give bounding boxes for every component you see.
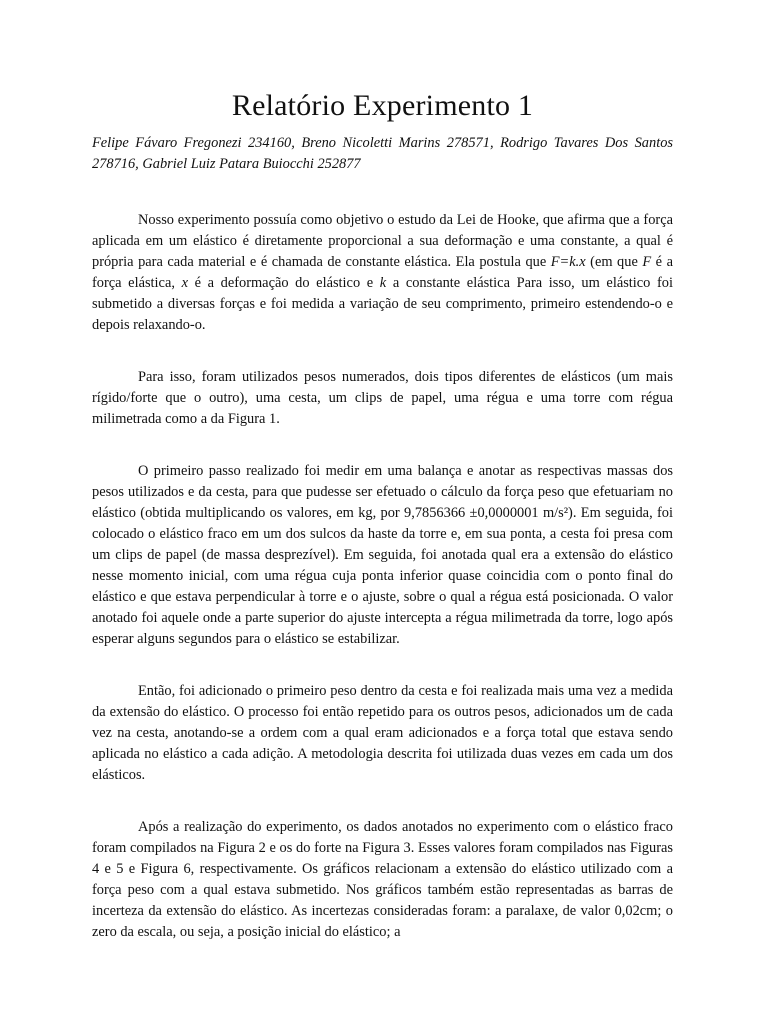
variable-x: x: [181, 275, 188, 291]
paragraph-objective-text-c: é a força elástica,: [92, 254, 673, 291]
paragraph-procedure: O primeiro passo realizado foi medir em uma balança e anotar as respectivas massas dos pesos utilizados e da cesta, para que pudesse ser efetuado o cálculo da força peso que efetuariam no elástico (obtida multiplicando os valores, em kg, por 9,7856366 ±0,0000001 m/s²). Em seguida, foi colocado o elástico fraco em um dos sulcos da haste da torre e, em sua ponta, a cesta foi presa com um clips de papel (de massa desprezível). Em seguida, foi anotada qual era a extensão do elástico nesse momento inicial, com uma régua cuja ponta inferior quase coincidia com o ponto final do elástico e que estava perpendicular à torre e o ajuste, sobre o qual a régua está posicionada. O valor anotado foi aquele onde a parte superior do ajuste intercepta a régua milimetrada da torre, logo após esperar alguns segundos para o elástico se estabilizar.: [92, 463, 673, 647]
paragraph-objective: [92, 210, 673, 336]
paragraph-materials: Para isso, foram utilizados pesos numerados, dois tipos diferentes de elásticos (um mais rígido/forte que o outro), uma cesta, um clips de papel, uma régua e uma torre com régua milimetrada como a da Figura 1.: [92, 369, 673, 427]
paragraph-results: Após a realização do experimento, os dados anotados no experimento com o elástico fraco foram compilados na Figura 2 e os do forte na Figura 3. Esses valores foram compilados nas Figuras 4 e 5 e Figura 6, respectivamente. Os gráficos relacionam a extensão do elástico utilizado com a força peso com a qual estava submetido. Nos gráficos também estão representadas as barras de incerteza da extensão do elástico. As incertezas consideradas foram: a paralaxe, de valor 0,02cm; o zero da escala, ou seja, a posição inicial do elástico; a: [92, 819, 673, 940]
document-title: Relatório Experimento 1: [231, 89, 534, 122]
paragraph-objective-text-b: (em que: [585, 254, 643, 270]
hooke-formula: F=k.x: [550, 254, 586, 270]
document-page: [92, 88, 673, 943]
paragraph-objective-text-a: Nosso experimento possuía como objetivo o estudo da Lei de Hooke, que afirma que a força aplicada em um elástico é diretamente proporcional a sua deformação e uma constante, a qual é própria para cada material e é chamada de constante elástica. Ela postula que: [92, 212, 673, 270]
paragraph-repetition: Então, foi adicionado o primeiro peso dentro da cesta e foi realizada mais uma vez a medida da extensão do elástico. O processo foi então repetido para os outros pesos, adicionados um de cada vez na cesta, anotando-se a ordem com a qual eram adicionados e a força total que estava sendo aplicada no elástico a cada adição. A metodologia descrita foi utilizada duas vezes em cada um dos elásticos.: [92, 683, 673, 783]
paragraph-objective-text-d: é a deformação do elástico e: [187, 275, 380, 291]
variable-f: F: [642, 254, 652, 270]
author-list: Felipe Fávaro Fregonezi 234160, Breno Nicoletti Marins 278571, Rodrigo Tavares Dos Santos 278716, Gabriel Luiz Patara Buiocchi 252877: [92, 135, 673, 172]
variable-k: k: [379, 275, 387, 291]
paragraph-objective-text-e: a constante elástica Para isso, um elástico foi submetido a diversas forças e foi medida a variação de seu comprimento, primeiro estendendo-o e depois relaxando-o.: [92, 275, 673, 333]
